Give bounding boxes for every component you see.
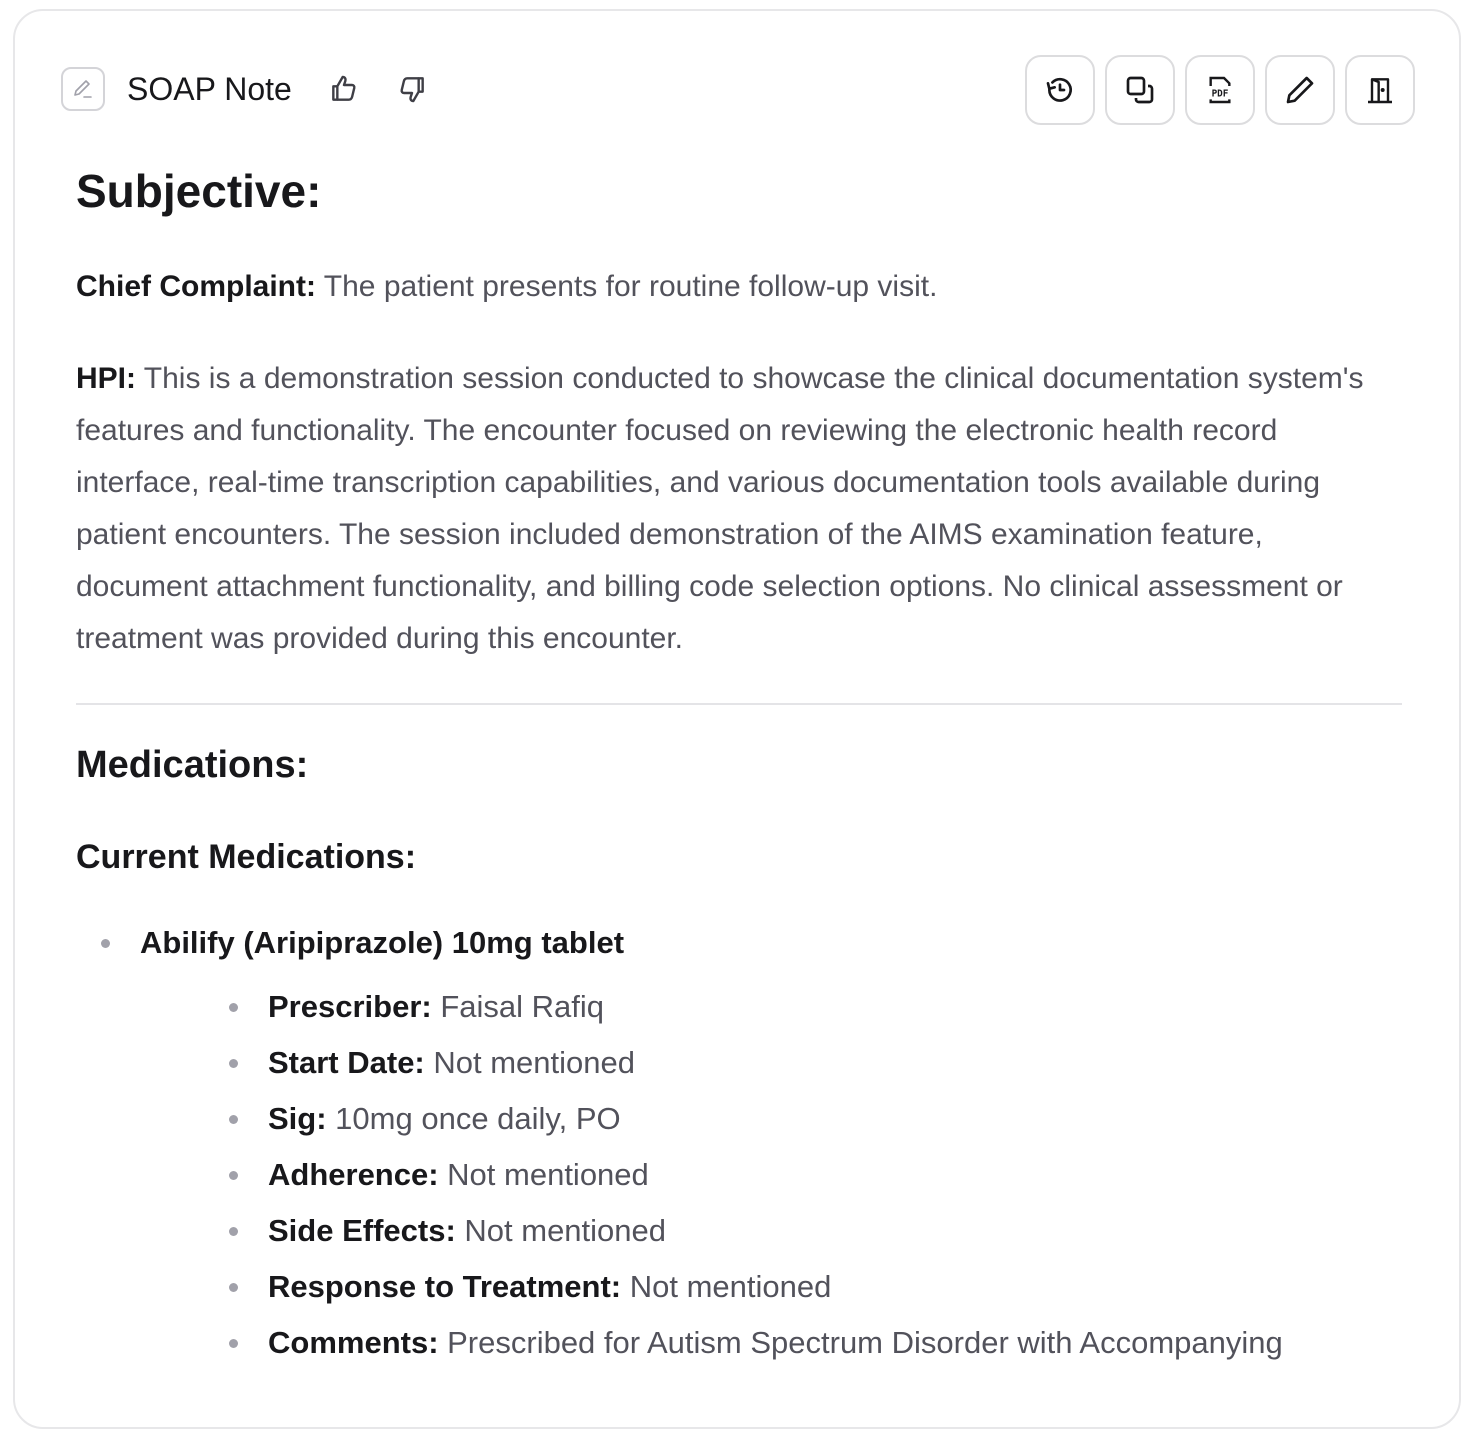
detail-value: Not mentioned [455, 1213, 667, 1248]
chief-complaint [76, 261, 1402, 313]
medication-list [76, 915, 1402, 1371]
detail-value: Not mentioned [621, 1269, 832, 1304]
detail-label: Prescriber: [268, 989, 432, 1024]
note-toolbar [1025, 55, 1415, 125]
detail-label: Start Date: [268, 1045, 425, 1080]
soap-note-card [13, 9, 1461, 1429]
svg-text:PDF: PDF [1211, 88, 1229, 100]
exit-button[interactable] [1345, 55, 1415, 125]
pencil-icon [1284, 74, 1316, 106]
detail-value: Not mentioned [424, 1045, 635, 1080]
detail-label: Response to Treatment: [268, 1269, 622, 1304]
copy-icon [1124, 74, 1156, 106]
subjective-heading: Subjective: [76, 165, 322, 217]
pdf-icon [1204, 74, 1236, 106]
detail-comments [140, 1315, 1402, 1371]
current-medications-heading: Current Medications: [76, 838, 417, 876]
detail-label: Side Effects: [268, 1213, 456, 1248]
hpi [76, 353, 1402, 665]
detail-value: Not mentioned [438, 1157, 649, 1192]
detail-adherence [140, 1147, 1402, 1203]
edit-note-button[interactable] [1265, 55, 1335, 125]
detail-response [140, 1259, 1402, 1315]
thumbs-down-button[interactable] [396, 73, 428, 105]
chief-complaint-text: The patient presents for routine follow-up visit. [316, 270, 938, 303]
note-content [76, 161, 1402, 1371]
detail-label: Adherence: [268, 1157, 439, 1192]
edit-title-icon [71, 77, 95, 101]
note-title: SOAP Note [127, 70, 292, 107]
thumbs-up-button[interactable] [328, 73, 360, 105]
medication-name: Abilify (Aripiprazole) 10mg tablet [140, 925, 625, 960]
chief-complaint-label: Chief Complaint: [76, 270, 316, 303]
medication-details [140, 979, 1402, 1371]
detail-value: Faisal Rafiq [431, 989, 605, 1024]
section-divider [76, 703, 1402, 705]
thumbs-down-icon [396, 73, 428, 105]
detail-side-effects [140, 1203, 1402, 1259]
exit-door-icon [1364, 74, 1396, 106]
note-header [61, 67, 428, 111]
thumbs-up-icon [328, 73, 360, 105]
copy-button[interactable] [1105, 55, 1175, 125]
detail-sig [140, 1091, 1402, 1147]
history-icon [1044, 74, 1076, 106]
detail-value: Prescribed for Autism Spectrum Disorder with Accompanying [438, 1325, 1283, 1360]
edit-title-button[interactable] [61, 67, 105, 111]
detail-prescriber [140, 979, 1402, 1035]
medications-heading: Medications: [76, 744, 309, 786]
hpi-text: This is a demonstration session conducted to showcase the clinical documentation system's features and functionality. The encounter focused on reviewing the electronic health record interface, real-time transcription capabilities, and various documentation tools available during patient encounters. The session included demonstration of the AIMS examination feature, document attachment functionality, and billing code selection options. No clinical assessment or treatment was provided during this encounter. [76, 362, 1364, 655]
detail-label: Sig: [268, 1101, 327, 1136]
export-pdf-button[interactable] [1185, 55, 1255, 125]
hpi-label: HPI: [76, 362, 136, 395]
medication-item [76, 915, 1402, 1371]
history-button[interactable] [1025, 55, 1095, 125]
detail-label: Comments: [268, 1325, 439, 1360]
detail-value: 10mg once daily, PO [326, 1101, 621, 1136]
detail-start-date [140, 1035, 1402, 1091]
